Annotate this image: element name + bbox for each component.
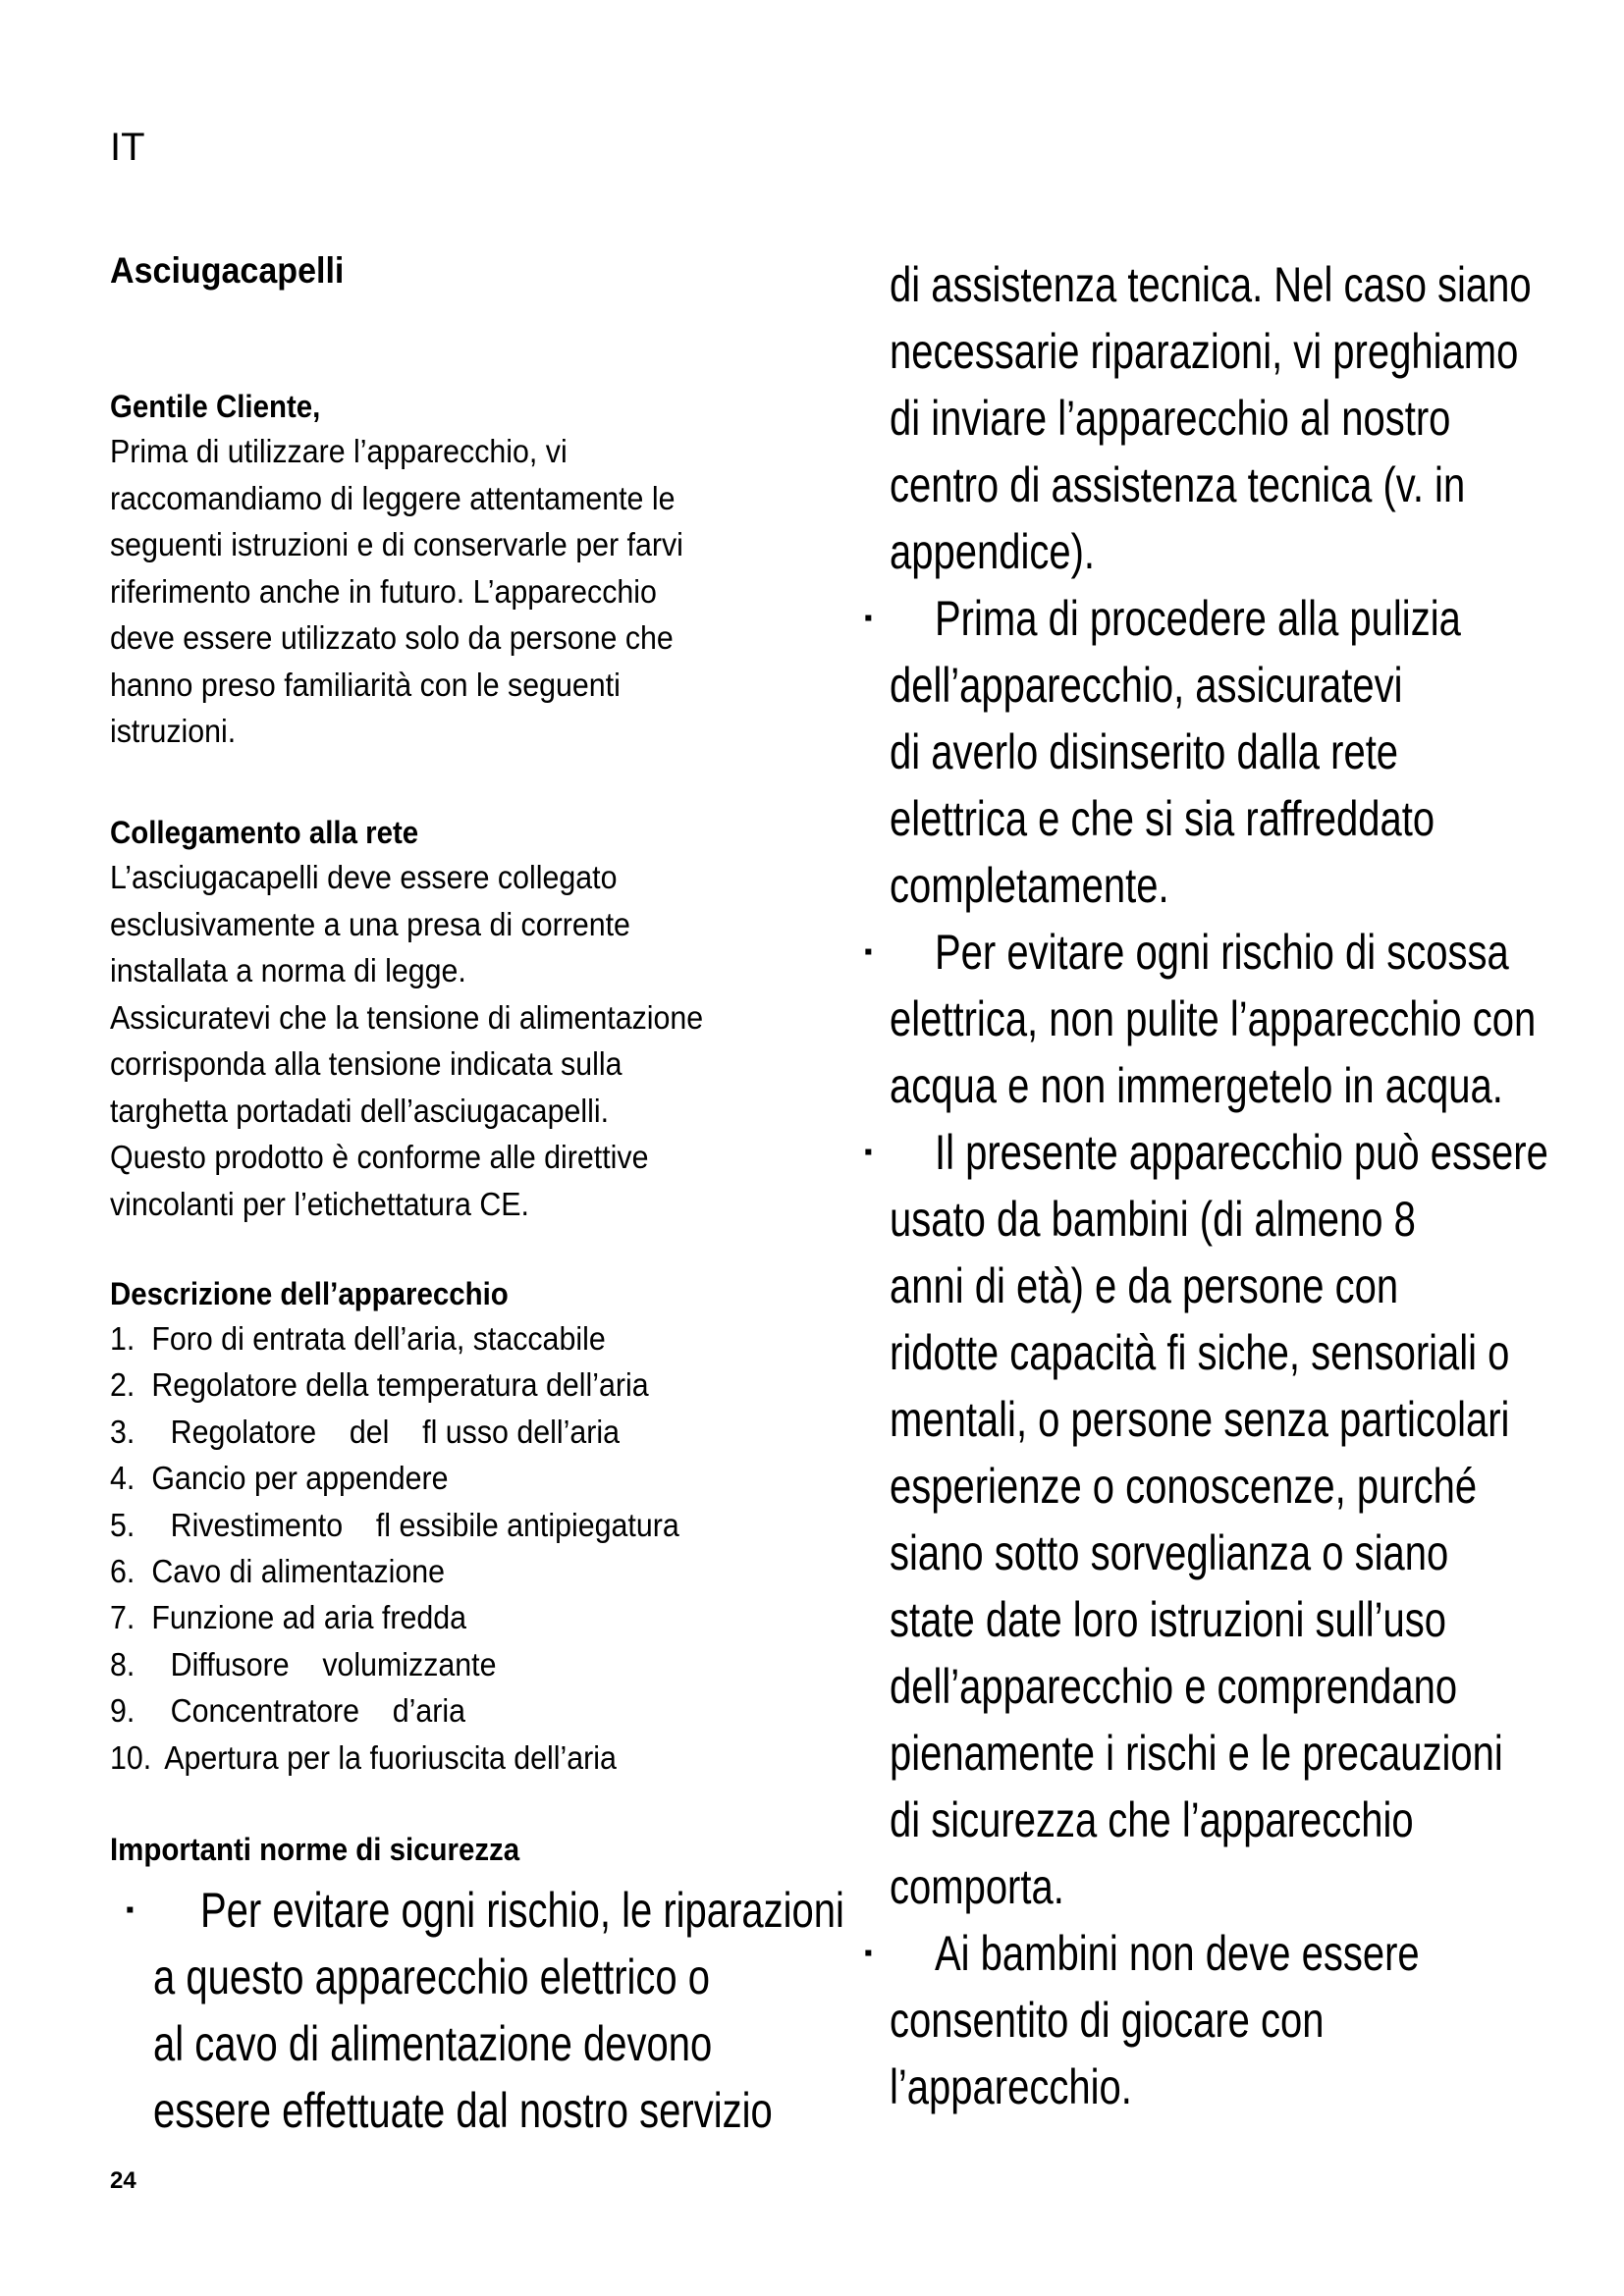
bullet-line: completamente. — [890, 858, 1169, 913]
bullet-line: elettrica, non pulite l’apparecchio con — [890, 991, 1537, 1046]
list-text: Regolatore della temperatura dell’aria — [151, 1366, 649, 1404]
safety-bullet-4 — [864, 1119, 1624, 1920]
description-heading: Descrizione dell’apparecchio — [110, 1276, 509, 1311]
list-text: Rivestimento fl essibile antipiegatura — [170, 1506, 679, 1543]
list-item — [110, 1315, 679, 1362]
bullet-line: di sicurezza che l’apparecchio — [890, 1792, 1414, 1847]
list-item — [110, 1502, 679, 1548]
list-item — [110, 1641, 679, 1687]
bullet-icon: ▪ — [864, 605, 873, 631]
safety-bullet-3 — [864, 919, 1624, 1119]
greeting-heading: Gentile Cliente, — [110, 389, 321, 424]
list-number: 4. — [110, 1460, 135, 1497]
bullet-line: l’apparecchio. — [890, 2059, 1132, 2114]
language-code: IT — [110, 126, 145, 169]
bullet-line: anni di età) e da persone con — [890, 1258, 1399, 1313]
greeting-line: riferimento anche in futuro. L’apparecchio — [110, 572, 657, 610]
continuation-line: di assistenza tecnica. Nel caso siano — [890, 257, 1532, 312]
list-text: Concentratore d’aria — [170, 1692, 466, 1730]
greeting-line: raccomandiamo di leggere attentamente le — [110, 479, 676, 516]
list-item — [110, 1687, 679, 1734]
bullet-line: ridotte capacità fi siche, sensoriali o — [890, 1325, 1510, 1380]
bullet-icon: ▪ — [864, 1940, 873, 1966]
bullet-line: Per evitare ogni rischio, le riparazioni — [200, 1883, 844, 1938]
bullet-line: Prima di procedere alla pulizia — [935, 591, 1461, 646]
bullet-line: consentito di giocare con — [890, 1993, 1325, 2048]
page-number: 24 — [110, 2167, 136, 2194]
continuation-line: appendice). — [890, 524, 1096, 579]
bullet-line: essere effettuate dal nostro servizio — [153, 2083, 773, 2138]
greeting-line: Prima di utilizzare l’apparecchio, vi — [110, 433, 568, 469]
bullet-line: al cavo di alimentazione devono — [153, 2016, 713, 2071]
safety-heading: Importanti norme di sicurezza — [110, 1832, 520, 1867]
bullet-line: Ai bambini non deve essere — [935, 1926, 1420, 1981]
bullet-line: dell’apparecchio e comprendano — [890, 1659, 1458, 1714]
list-number: 3. — [110, 1413, 135, 1450]
list-text: Diffusore volumizzante — [170, 1645, 497, 1682]
bullet-line: di averlo disinserito dalla rete — [890, 724, 1399, 779]
connection-line: esclusivamente a una presa di corrente — [110, 905, 630, 942]
list-number: 7. — [110, 1599, 135, 1636]
list-text: Cavo di alimentazione — [151, 1553, 446, 1590]
bullet-line: Il presente apparecchio può essere — [935, 1125, 1548, 1180]
connection-line: corrisponda alla tensione indicata sulla — [110, 1045, 623, 1082]
list-number: 9. — [110, 1692, 135, 1730]
connection-line: Questo prodotto è conforme alle direttive — [110, 1139, 649, 1175]
bullet-line: acqua e non immergetelo in acqua. — [890, 1058, 1503, 1113]
greeting-line: seguenti istruzioni e di conservarle per farvi — [110, 526, 683, 562]
safety-bullet-5 — [864, 1920, 1541, 2120]
list-number: 6. — [110, 1553, 135, 1590]
list-item — [110, 1362, 679, 1408]
bullet-line: usato da bambini (di almeno 8 — [890, 1192, 1416, 1247]
list-number: 2. — [110, 1366, 135, 1404]
connection-line: Assicuratevi che la tensione di alimentazione — [110, 998, 704, 1036]
bullet-line: a questo apparecchio elettrico o — [153, 1949, 711, 2004]
connection-heading: Collegamento alla rete — [110, 815, 419, 850]
list-number: 1. — [110, 1320, 135, 1357]
connection-line: targhetta portadati dell’asciugacapelli. — [110, 1092, 610, 1129]
greeting-section — [110, 385, 733, 755]
bullet-icon: ▪ — [864, 938, 873, 965]
list-text: Gancio per appendere — [151, 1460, 449, 1497]
safety-bullet-2 — [864, 585, 1593, 919]
list-item — [110, 1735, 679, 1781]
continuation-line: di inviare l’apparecchio al nostro — [890, 391, 1451, 446]
list-text: Foro di entrata dell’aria, staccabile — [151, 1320, 606, 1357]
bullet-line: Per evitare ogni rischio di scossa — [935, 925, 1509, 980]
connection-line: L’asciugacapelli deve essere collegato — [110, 859, 618, 895]
list-item — [110, 1409, 679, 1455]
page-title: Asciugacapelli — [110, 250, 345, 291]
continuation-line: necessarie riparazioni, vi preghiamo — [890, 324, 1519, 379]
bullet-line: state date loro istruzioni sull’uso — [890, 1592, 1446, 1647]
bullet-line: esperienze o conoscenze, purché — [890, 1459, 1478, 1514]
bullet-line: comporta. — [890, 1859, 1064, 1914]
connection-line: installata a norma di legge. — [110, 952, 466, 988]
bullet-line: pienamente i rischi e le precauzioni — [890, 1726, 1503, 1781]
list-item — [110, 1455, 679, 1501]
list-text: Apertura per la fuoriuscita dell’aria — [164, 1738, 617, 1776]
list-number: 5. — [110, 1506, 135, 1543]
greeting-line: hanno preso familiarità con le seguenti — [110, 666, 621, 703]
description-section — [110, 1272, 729, 1781]
greeting-line: istruzioni. — [110, 713, 237, 749]
bullet-line: mentali, o persone senza particolari — [890, 1392, 1510, 1447]
bullet-line: elettrica e che si sia raffreddato — [890, 791, 1435, 846]
list-item — [110, 1594, 679, 1640]
connection-section — [110, 811, 755, 1227]
list-text: Funzione ad aria fredda — [151, 1599, 466, 1636]
greeting-line: deve essere utilizzato solo da persone che — [110, 619, 674, 656]
continuation-line: centro di assistenza tecnica (v. in — [890, 457, 1466, 512]
bullet-icon: ▪ — [864, 1139, 873, 1165]
safety-continuation — [890, 251, 1624, 585]
list-number: 8. — [110, 1645, 135, 1682]
bullet-line: dell’apparecchio, assicuratevi — [890, 658, 1403, 713]
bullet-line: siano sotto sorveglianza o siano — [890, 1525, 1449, 1580]
bullet-icon: ▪ — [126, 1896, 135, 1923]
list-text: Regolatore del fl usso dell’aria — [170, 1413, 620, 1450]
list-item — [110, 1548, 679, 1594]
connection-line: vincolanti per l’etichettatura CE. — [110, 1185, 529, 1222]
list-number: 10. — [110, 1738, 152, 1776]
